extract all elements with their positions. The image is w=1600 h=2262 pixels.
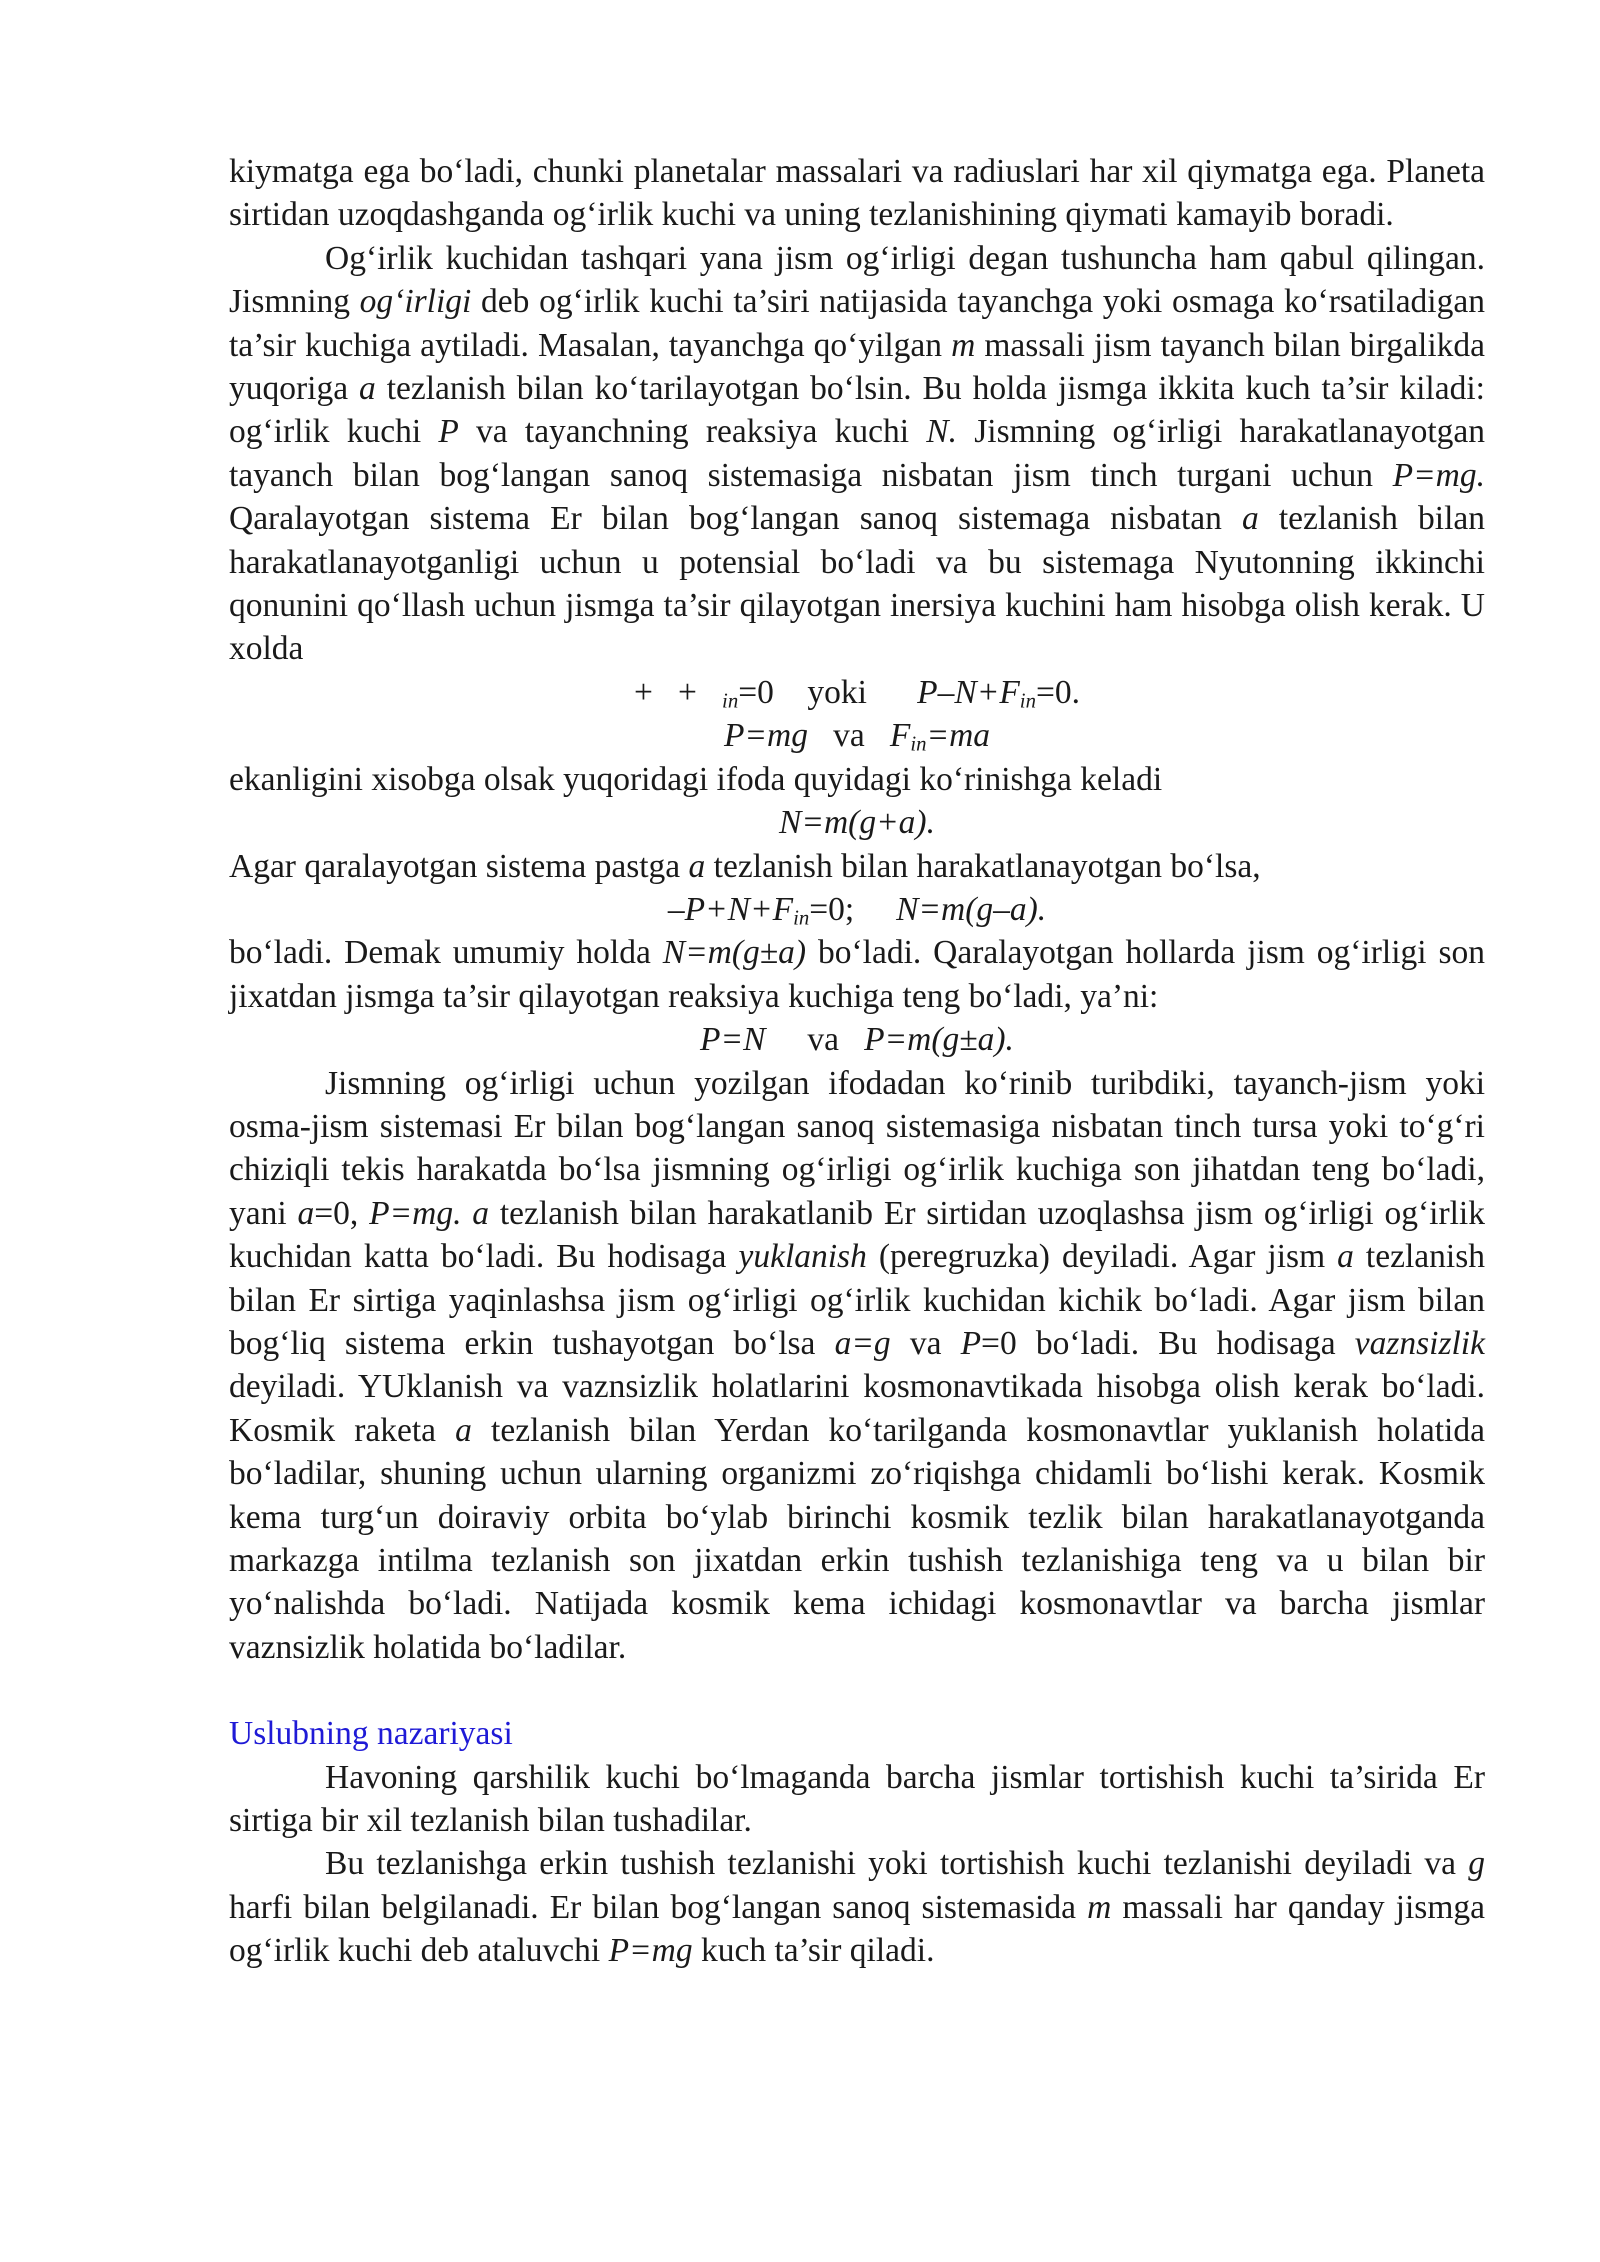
equation-part: –P+N+F: [667, 890, 794, 928]
text-run: kuch ta’sir qiladi.: [692, 1932, 935, 1970]
text-run: bo‘ladi. Demak umumiy holda: [229, 934, 663, 972]
symbol-g: g: [1468, 1845, 1485, 1883]
symbol-p: P: [960, 1324, 982, 1362]
formula-p-mg: P=mg: [608, 1932, 693, 1970]
text-run: Og‘irlik kuchidan tashqari yana jism og‘irligi degan tushuncha ham qabul qilingan. Jismning: [229, 239, 1485, 321]
symbol-a: a: [688, 847, 706, 885]
formula-n: N=m(g±a): [662, 934, 807, 972]
symbol-n: N.: [926, 413, 958, 451]
term-vaznsizlik: vaznsizlik: [1354, 1324, 1485, 1362]
symbol-m: m: [951, 326, 976, 364]
symbol-p: P: [438, 413, 459, 451]
text-run: tezlanish bilan Er sirtiga yaqinlashsa jism og‘irligi og‘irlik kuchidan kichik bo‘ladi. Agar jism bilan bog‘liq sistema erkin tushayotgan bo‘lsa: [229, 1238, 1485, 1362]
text-run: bo‘ladi. Qaralayotgan hollarda jism og‘irligi son jixatdan jismga ta’sir qilayotgan reaksiya kuchiga teng bo‘ladi, ya’ni:: [229, 934, 1486, 1015]
equation-part: P=m(g±a).: [864, 1021, 1014, 1059]
section-heading: Uslubning nazariyasi: [229, 1715, 513, 1753]
paragraph-1: kiymatga ega bo‘ladi, chunki planetalar massalari va radiuslari har xil qiymatga ega. Planeta sirtidan uzoqdashganda og‘irlik kuchi va uning tezlanishining qiymati kamayib boradi.: [229, 153, 1485, 234]
equation-part: P–N+F: [917, 673, 1020, 711]
text-run: Bu tezlanishga erkin tushish tezlanishi yoki tortishish kuchi tezlanishi deyiladi va: [325, 1845, 1469, 1883]
text-run: massali har qanday jismga og‘irlik kuchi deb ataluvchi: [229, 1888, 1485, 1970]
text-run: Qaralayotgan sistema Er bilan bog‘langan sanoq sistemaga nisbatan: [229, 500, 1242, 538]
term-ogirligi: og‘irligi: [359, 283, 472, 321]
text-run: tezlanish bilan ko‘tarilayotgan bo‘lsin. Bu holda jismga ikkita kuch ta’sir kiladi: og‘irlik kuchi: [229, 370, 1485, 451]
equation-part: P=mg: [723, 717, 808, 755]
paragraph-4: [229, 845, 1485, 888]
formula-a-g: a=g: [834, 1324, 891, 1362]
text-run: harfi bilan belgilanadi. Er bilan bog‘langan sanoq sistemasida: [229, 1888, 1088, 1926]
equation-part: N=m(g+a).: [779, 804, 935, 842]
text-run: Agar qaralayotgan sistema pastga: [229, 847, 689, 885]
symbol-a: a: [297, 1194, 315, 1232]
text-run: tezlanish bilan harakatlanib Er sirtidan uzoqlashsa jism og‘irligi og‘irlik kuchidan katta bo‘ladi. Bu hodisaga: [229, 1194, 1485, 1276]
equation-1: [229, 671, 1485, 714]
text-run: tezlanish bilan Yerdan ko‘tarilganda kosmonavtlar yuklanish holatida bo‘ladilar, shuning uchun ularning organizmi zo‘riqishga chidamli bo‘lishi kerak. Kosmik kema turg‘un doiraviy orbita bo‘ylab birinchi kosmik tezlik bilan harakatlanayotganda markazga intilma tezlanish son jixatdan erkin tushish tezlanishiga teng va u bilan bir yo‘nalishda bo‘ladi. Natijada kosmik kema ichidagi kosmonavtlar va barcha jismlar vaznsizlik holatida bo‘ladilar.: [229, 1411, 1485, 1666]
equation-4: [229, 888, 1485, 931]
subscript-in: in: [793, 906, 810, 930]
text-run: massali jism tayanch bilan birgalikda yuqoriga: [229, 326, 1485, 408]
symbol-a: a: [455, 1411, 472, 1449]
equation-part: =0 yoki: [738, 673, 918, 711]
symbol-a: a: [1337, 1238, 1354, 1276]
paragraph-6: [229, 1062, 1485, 1670]
term-yuklanish: yuklanish: [738, 1238, 867, 1276]
equation-part: F: [889, 717, 911, 755]
text-run: va tayanchning reaksiya kuchi: [458, 413, 927, 451]
paragraph-3: ekanligini xisobga olsak yuqoridagi ifoda quyidagi ko‘rinishga keladi: [229, 760, 1163, 798]
subscript-in: in: [910, 732, 927, 756]
subscript-in: in: [1019, 689, 1036, 713]
equation-part: =ma: [926, 717, 991, 755]
equation-part: P=N: [700, 1021, 766, 1059]
paragraph-2: [229, 237, 1485, 671]
text-run: deyiladi. YUklanish va vaznsizlik holatlarini kosmonavtikada hisobga olish kerak bo‘ladi. Kosmik raketa: [229, 1368, 1485, 1449]
equation-part: N=m(g–a).: [896, 890, 1047, 928]
text-run: =0 bo‘ladi. Bu hodisaga: [981, 1324, 1355, 1362]
equation-2: [229, 714, 1485, 757]
paragraph-5: [229, 931, 1485, 1018]
text-run: (peregruzka) deyiladi. Agar jism: [866, 1238, 1338, 1276]
text-run: deb og‘irlik kuchi ta’siri natijasida tayanchga yoki osmaga ko‘rsatiladigan ta’sir kuchiga aytiladi. Masalan, tayanchga qo‘yilgan: [229, 283, 1485, 364]
equation-part: + +: [634, 673, 723, 711]
text-run: tezlanish bilan harakatlanayotgan bo‘lsa,: [705, 847, 1261, 885]
subscript-in: in: [722, 689, 739, 713]
text-run: =0,: [314, 1194, 370, 1232]
paragraph-8: [229, 1842, 1485, 1972]
equation-5: [229, 1018, 1485, 1061]
formula-p-mg: P=mg.: [1392, 456, 1485, 494]
equation-part: =0;: [809, 890, 897, 928]
paragraph-7: Havoning qarshilik kuchi bo‘lmaganda barcha jismlar tortishish kuchi ta’sirida Er sirtiga bir xil tezlanish bilan tushadilar.: [229, 1758, 1485, 1840]
equation-part: va: [807, 717, 890, 755]
equation-3: [229, 801, 1485, 844]
equation-part: va: [765, 1021, 865, 1059]
text-run: va: [890, 1324, 961, 1362]
document-page: [229, 150, 1485, 1973]
symbol-a: a: [359, 370, 376, 408]
formula-p-mg: P=mg.: [369, 1194, 462, 1232]
text-run: Jismning og‘irligi uchun yozilgan ifodadan ko‘rinib turibdiki, tayanch-jism yoki osma-jism sistemasi Er bilan bog‘langan sanoq sistemasiga nisbatan tinch tursa yoki to‘g‘ri chiziqli tekis harakatda bo‘lsa jismning og‘irligi og‘irlik kuchiga son jihatdan teng bo‘ladi, yani: [229, 1064, 1485, 1232]
equation-part: =0.: [1035, 673, 1080, 711]
text-run: tezlanish bilan harakatlanayotganligi uchun u potensial bo‘ladi va bu sistemaga Nyutonning ikkinchi qonunini qo‘llash uchun jismga ta’sir qilayotgan inersiya kuchini ham hisobga olish kerak. U xolda: [229, 500, 1485, 668]
text-run: Jismning og‘irligi harakatlanayotgan tayanch bilan bog‘langan sanoq sistemasiga nisbatan jism tinch turgani uchun: [229, 413, 1486, 494]
symbol-a: a: [472, 1194, 490, 1232]
text-run: [461, 1195, 472, 1232]
symbol-m: m: [1087, 1888, 1112, 1926]
symbol-a: a: [1241, 500, 1259, 538]
